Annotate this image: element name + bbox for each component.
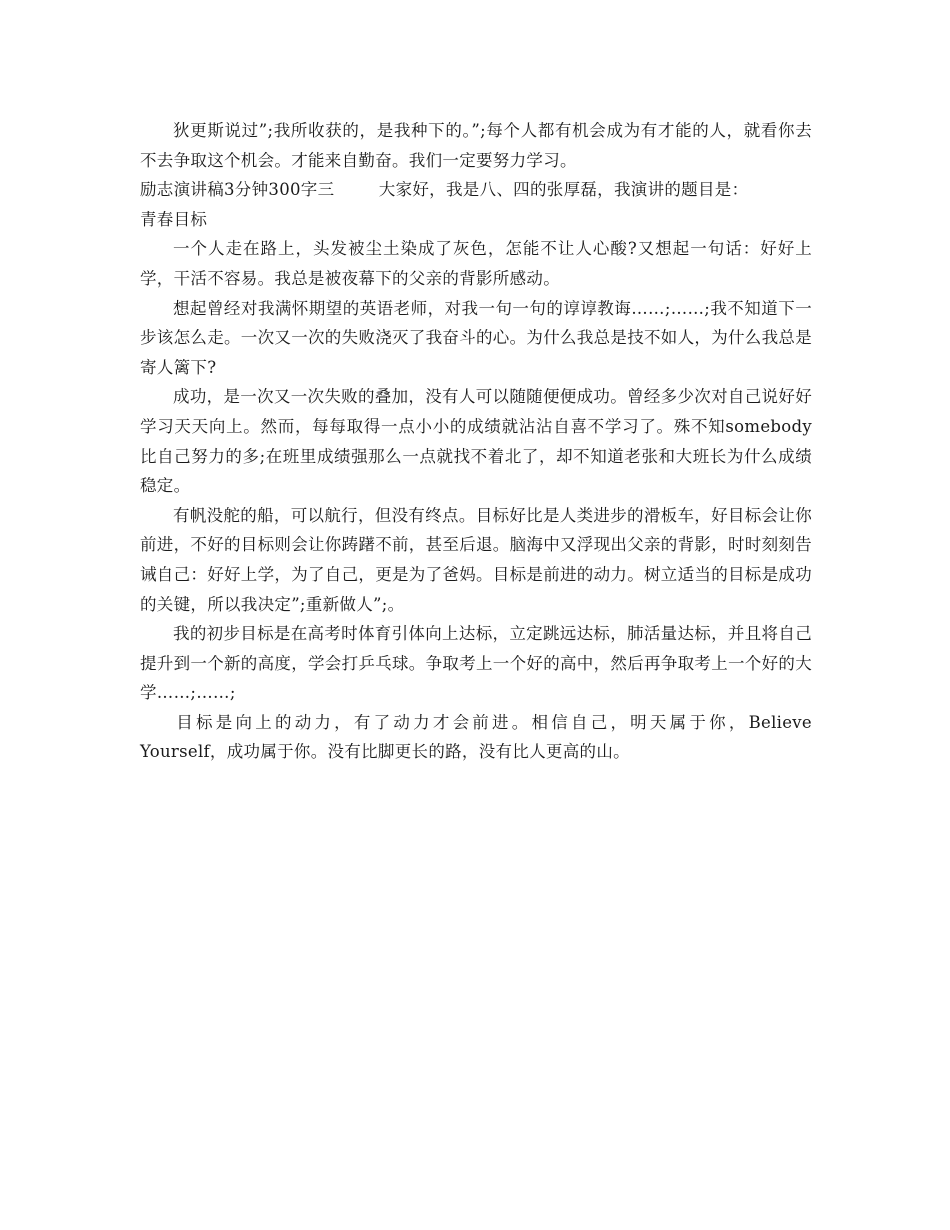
section-heading: 励志演讲稿3分钟300字三 (140, 180, 335, 200)
paragraph-2: 想起曾经对我满怀期望的英语老师，对我一句一句的谆谆教诲……;……;我不知道下一步该怎么走。一次又一次的失败浇灭了我奋斗的心。为什么我总是技不如人，为什么我总是寄人篱下? (140, 298, 812, 377)
paragraph-1: 一个人走在路上，头发被尘土染成了灰色，怎能不让人心酸?又想起一句话：好好上学，干活不容易。我总是被夜幕下的父亲的背影所感动。 (140, 239, 812, 288)
document-body (140, 116, 812, 767)
paragraph-dickens-quote: 狄更斯说过”;我所收获的，是我种下的。”;每个人都有机会成为有才能的人，就看你去不去争取这个机会。才能来自勤奋。我们一定要努力学习。 (140, 121, 812, 170)
paragraph-3: 成功，是一次又一次失败的叠加，没有人可以随随便便成功。曾经多少次对自己说好好学习天天向上。然而，每每取得一点小小的成绩就沾沾自喜不学习了。殊不知somebody比自己努力的多;在班里成绩强那么一点就找不着北了，却不知道老张和大班长为什么成绩稳定。 (140, 387, 812, 496)
speech-title: 青春目标 (140, 209, 208, 229)
paragraph-6: 目标是向上的动力，有了动力才会前进。相信自己，明天属于你，Believe Yourself，成功属于你。没有比脚更长的路，没有比人更高的山。 (140, 712, 812, 762)
paragraph-4: 有帆没舵的船，可以航行，但没有终点。目标好比是人类进步的滑板车，好目标会让你前进，不好的目标则会让你踌躇不前，甚至后退。脑海中又浮现出父亲的背影，时时刻刻告诫自己：好好上学，为了自己，更是为了爸妈。目标是前进的动力。树立适当的目标是成功的关键，所以我决定”;重新做人”;。 (140, 505, 812, 614)
section-intro: 大家好，我是八、四的张厚磊，我演讲的题目是： (378, 180, 749, 200)
heading-gap (334, 180, 378, 199)
section-heading-line (140, 175, 812, 205)
paragraph-5: 我的初步目标是在高考时体育引体向上达标，立定跳远达标，肺活量达标，并且将自己提升到一个新的高度，学会打乒乓球。争取考上一个好的高中，然后再争取考上一个好的大学……;……; (140, 624, 812, 703)
